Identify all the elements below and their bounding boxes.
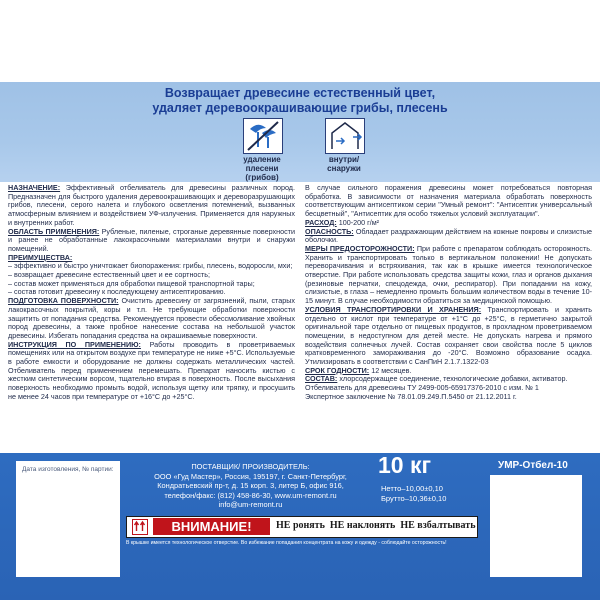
right-column	[305, 184, 592, 402]
warning-title: ВНИМАНИЕ!	[153, 518, 270, 535]
mold-removal-icon	[243, 118, 283, 154]
advantage-item: – состав может применяться для обработки пищевой транспортной тары;	[8, 278, 255, 288]
storage-heading: УСЛОВИЯ ТРАНСПОРТИРОВКИ И ХРАНЕНИЯ:	[305, 304, 482, 314]
advantages-heading: ПРЕИМУЩЕСТВА:	[8, 252, 73, 262]
instruction-text: Работы проводить в проветриваемых помещениях или на открытом воздухе при температуре не ниже +5°С. Используемые в работе емкости и оборудование не должны содержать металлических частей. Отбеливатель перед применением перемешать. Препарат наносить кистью с жестким синтетическим ворсом, тщательно втирая в поверхность. После высыхания поверхность необходимо промыть водой, используя щетку или тряпку, и просушить не менее 24 часов при температуре от +16°С до +25°С.	[8, 339, 296, 401]
shelf-heading: СРОК ГОДНОСТИ:	[305, 365, 370, 375]
area-heading: ОБЛАСТЬ ПРИМЕНЕНИЯ:	[8, 226, 100, 236]
consumption-text: 100-200 г/м²	[338, 217, 380, 227]
danger-text: Обладает раздражающим действием на кожные покровы и слизистые оболочки.	[305, 226, 592, 245]
area-text: Рубленые, пиленые, строганые деревянные поверхности и ранее не обработанные лакокрасочными материалами внутри и снаружи помещений.	[8, 226, 295, 253]
precautions-text: При работе с препаратом соблюдать осторожность. Хранить и транспортировать только в вертикальном положении! Не допускать переворачивания и встряхивания, так как в крышке имеется технологическое отверстие. При работе использовать средства защиты кожи, глаз и органов дыхания (резиновые перчатки, спецодежда, очки, респиратор). При попадании на кожу, слизистые, в глаза – немедленно промыть большим количеством воды в течение 10-15 минут. В случае необходимости обратиться за медицинской помощью.	[305, 243, 592, 306]
consumption-heading: РАСХОД:	[305, 217, 337, 227]
supplier-block	[138, 462, 363, 510]
supplier-line: телефон/факс: (812) 458-86-30, www.um-remont.ru	[164, 490, 337, 500]
warning-note: В крышке имеется технологическое отверстие. Во избежание попадания концентрата на кожу и одежду - соблюдайте осторожность!	[126, 540, 447, 546]
composition-heading: СОСТАВ:	[305, 374, 338, 384]
expert-text: Экспертное заключение № 78.01.09.249.П.5450 от 21.12.2011 г.	[305, 391, 517, 401]
purpose-heading: НАЗНАЧЕНИЕ:	[8, 183, 61, 192]
advantage-item: – возвращает древесине естественный цвет и ее сортность;	[8, 270, 211, 280]
weight-details	[381, 484, 446, 503]
composition-text: хлорсодержащее соединение, технологические добавки, активатор.	[339, 374, 568, 384]
shelf-text: 12 месяцев.	[371, 365, 412, 375]
barcode-box	[490, 475, 582, 577]
up-arrows-icon	[132, 519, 148, 535]
purpose-paragraph	[8, 184, 295, 228]
headline	[100, 86, 500, 116]
area-paragraph	[8, 228, 295, 254]
headline-line1: Возвращает древесине естественный цвет,	[164, 86, 436, 100]
prep-paragraph	[8, 297, 295, 341]
storage-paragraph	[305, 306, 592, 367]
inside-outside-icon	[325, 118, 365, 154]
inside-outside-caption: внутри/ снаружи	[327, 155, 361, 173]
warning-items	[276, 520, 476, 531]
prep-text: Очистить древесину от загрязнений, пыли, старых лакокрасочных покрытий, коры и т.п. Не требующие обработки поверхности защитить от попадания средства. Рекомендуется провести обессмоливание хвойных пород древесины, а также пробное нанесение состава на небольшой участок древесины. Избегать попадания средства на окрашиваемые поверхности.	[8, 296, 296, 340]
warning-item: НЕ взбалтывать	[400, 520, 476, 531]
instruction-heading: ИНСТРУКЦИЯ ПО ПРИМЕНЕНИЮ:	[8, 339, 141, 349]
storage-text: Транспортировать и хранить отдельно от кислот при температуре от +1°С до +25°С, в герметично закрытой оригинальной таре отдельно от пищевых продуктов, в прохладном проветриваемом помещении, в недоступном для детей месте. Не допускать нагрева и прямого воздействия солнечных лучей. Состав сохраняет свои свойства после 5 циклов кратковременного замораживания до -20°С. Возможно образование осадка. Утилизировать в соответствии с СанПиН 2.1.7.1322-03	[305, 304, 592, 367]
advantage-item: – состав готовит древесину к последующему антисептированию.	[8, 287, 226, 297]
top-margin	[0, 0, 600, 82]
danger-heading: ОПАСНОСТЬ:	[305, 226, 354, 236]
brutto-value: Брутто–10,36±0,10	[381, 493, 447, 503]
headline-line2: удаляет деревоокрашивающие грибы, плесень	[152, 101, 448, 115]
supplier-line: Кондратьевский пр-т, д. 15 корп. 3, литер Б, офис 916,	[157, 481, 344, 490]
precautions-heading: МЕРЫ ПРЕДОСТОРОЖНОСТИ:	[305, 243, 415, 253]
left-column	[8, 184, 295, 402]
instruction-paragraph	[8, 341, 295, 402]
netto-value: Нетто–10,00±0,10	[381, 484, 443, 493]
supplier-line: ООО «Гуд Мастер», Россия, 195197, г. Санкт-Петербург,	[154, 471, 347, 481]
precautions-paragraph	[305, 245, 592, 306]
tu-text: Отбеливатель для древесины ТУ 2499-005-65917376-2010 с изм. № 1	[305, 383, 539, 393]
net-weight: 10 кг	[378, 452, 432, 478]
date-batch-box	[16, 461, 120, 577]
warning-item: НЕ ронять	[276, 520, 325, 531]
mold-removal-caption: удаление плесени (грибов)	[243, 155, 281, 182]
warning-item: НЕ наклонять	[329, 520, 396, 531]
supplier-heading: ПОСТАВЩИК/ ПРОИЗВОДИТЕЛЬ:	[191, 462, 310, 471]
supplier-line: info@um-remont.ru	[218, 500, 283, 509]
prep-heading: ПОДГОТОВКА ПОВЕРХНОСТИ:	[8, 296, 119, 306]
product-code: УМР-Отбел-10	[498, 460, 568, 471]
date-batch-label: Дата изготовления, № партии:	[22, 466, 114, 473]
danger-paragraph	[305, 228, 592, 245]
purpose-text: Эффективный отбеливатель для древесины различных пород. Предназначен для быстрого удаления деревоокрашивающих и дереворазрушающих грибов, плесени, серого налета и глубокого осветления потемнений, вызванных атмосферным влиянием и воздействием УФ-излучения. Применяется для наружных и внутренних работ.	[8, 183, 295, 227]
advantage-item: – эффективно и быстро уничтожает биопоражения: грибы, плесень, водоросли, мхи;	[8, 261, 293, 271]
intro-text: В случае сильного поражения древесины может потребоваться повторная обработка. В зависимости от назначения материала обработать поверхность соответствующим антисептиком серии "Умный ремонт": "Антисептик универсальный бесцветный", "Антисептик для особо тяжелых условий эксплуатации".	[305, 183, 592, 219]
